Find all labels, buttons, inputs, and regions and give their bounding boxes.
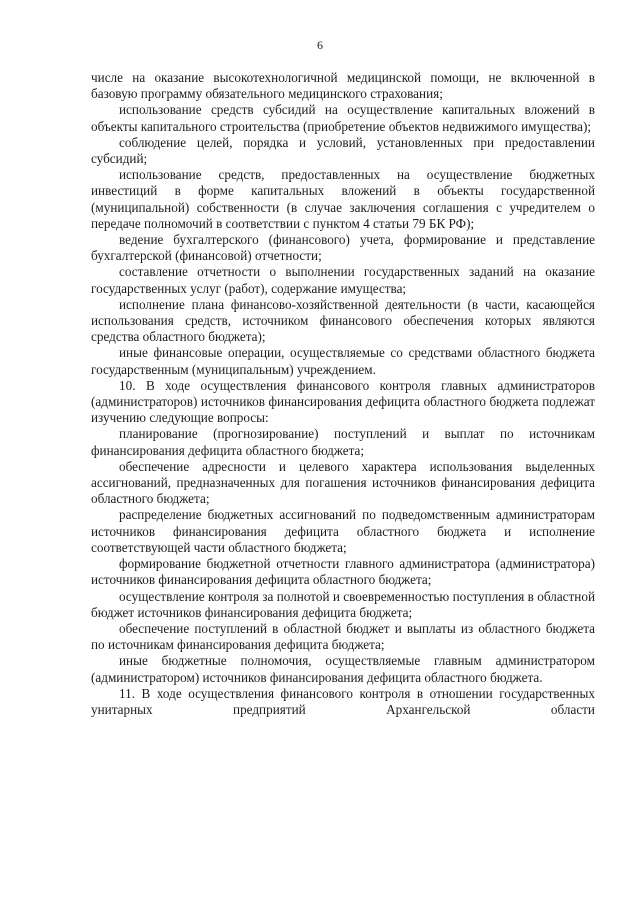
paragraph: 10. В ходе осуществления финансового контроля главных администраторов (администраторов) источников финансирования дефицита областного бюджета подлежат изучению следующие вопросы: [91,377,595,426]
paragraph: использование средств субсидий на осуществление капитальных вложений в объекты капитального строительства (приобретение объектов недвижимого имущества); [91,102,595,134]
paragraph: обеспечение адресности и целевого характера использования выделенных ассигнований, предназначенных для погашения источников финансирования дефицита областного бюджета; [91,458,595,507]
paragraph: иные финансовые операции, осуществляемые со средствами областного бюджета государственным (муниципальным) учреждением. [91,345,595,377]
paragraph: иные бюджетные полномочия, осуществляемые главным администратором (администратором) источников финансирования дефицита областного бюджета. [91,653,595,685]
paragraph: числе на оказание высокотехнологичной медицинской помощи, не включенной в базовую программу обязательного медицинского страхования; [91,70,595,102]
paragraph: составление отчетности о выполнении государственных заданий на оказание государственных услуг (работ), содержание имущества; [91,264,595,296]
paragraph: соблюдение целей, порядка и условий, установленных при предоставлении субсидий; [91,134,595,167]
paragraph: 11. В ходе осуществления финансового контроля в отношении государственных унитарных предприятий Архангельской области [91,685,595,717]
paragraph: использование средств, предоставленных на осуществление бюджетных инвестиций в форме капитальных вложений в объекты государственной (муниципальной) собственности (в случае заключения соглашения с учредителем о передаче полномочий в соответствии с пунктом 4 статьи 79 БК РФ); [91,167,595,231]
paragraph: распределение бюджетных ассигнований по подведомственным администраторам источников финансирования дефицита областного бюджета и исполнение соответствующей части областного бюджета; [91,507,595,555]
paragraph: обеспечение поступлений в областной бюджет и выплаты из областного бюджета по источникам финансирования дефицита бюджета; [91,620,595,653]
paragraph: осуществление контроля за полнотой и своевременностью поступления в областной бюджет источников финансирования дефицита бюджета; [91,588,595,620]
paragraph: ведение бухгалтерского (финансового) учета, формирование и представление бухгалтерской (финансовой) отчетности; [91,232,595,264]
paragraph: формирование бюджетной отчетности главного администратора (администратора) источников финансирования дефицита областного бюджета; [91,556,595,588]
document-body [91,70,595,718]
page-number: 6 [317,38,323,52]
paragraph: планирование (прогнозирование) поступлений и выплат по источникам финансирования дефицита областного бюджета; [91,426,595,458]
paragraph: исполнение плана финансово-хозяйственной деятельности (в части, касающейся использования средств, источником финансового обеспечения которых являются средства областного бюджета); [91,296,595,345]
